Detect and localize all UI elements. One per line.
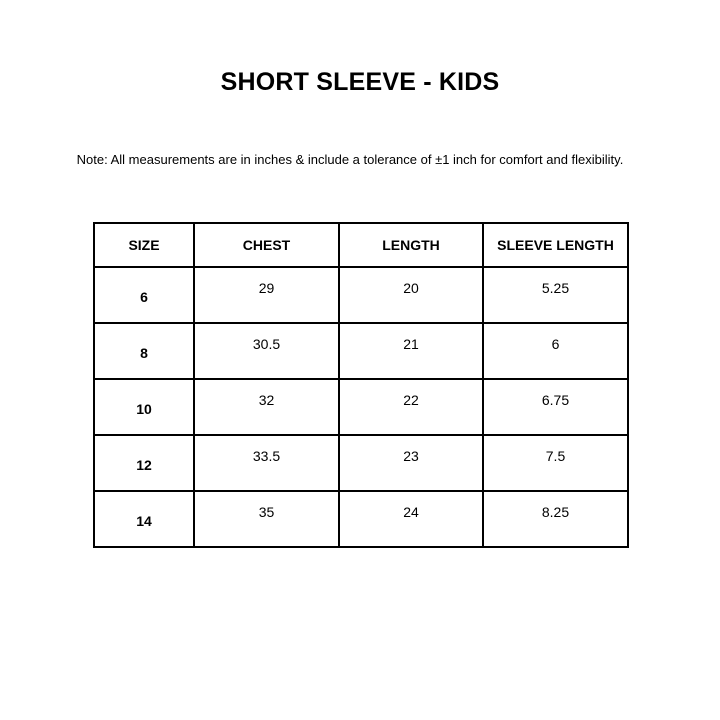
chest-cell: 32: [194, 379, 339, 435]
length-cell: 24: [339, 491, 483, 547]
chest-cell: 35: [194, 491, 339, 547]
length-cell: 22: [339, 379, 483, 435]
sleeve-length-cell: 6.75: [483, 379, 628, 435]
measurement-note: Note: All measurements are in inches & include a tolerance of ±1 inch for comfort and flexibility.: [76, 152, 624, 167]
length-cell: 21: [339, 323, 483, 379]
sleeve-length-cell: 7.5: [483, 435, 628, 491]
header-sleeve-length: SLEEVE LENGTH: [483, 223, 628, 267]
size-cell: 6: [94, 267, 194, 323]
table-header-row: [94, 223, 628, 267]
size-cell: 12: [94, 435, 194, 491]
table-row: [94, 435, 628, 491]
sleeve-length-cell: 6: [483, 323, 628, 379]
table-row: [94, 491, 628, 547]
table-row: [94, 267, 628, 323]
size-chart-table: [93, 222, 629, 548]
length-cell: 20: [339, 267, 483, 323]
table-row: [94, 323, 628, 379]
chest-cell: 29: [194, 267, 339, 323]
size-cell: 14: [94, 491, 194, 547]
table-row: [94, 379, 628, 435]
page-title: SHORT SLEEVE - KIDS: [220, 68, 500, 96]
sleeve-length-cell: 5.25: [483, 267, 628, 323]
header-length: LENGTH: [339, 223, 483, 267]
header-size: SIZE: [94, 223, 194, 267]
sleeve-length-cell: 8.25: [483, 491, 628, 547]
length-cell: 23: [339, 435, 483, 491]
chest-cell: 33.5: [194, 435, 339, 491]
header-chest: CHEST: [194, 223, 339, 267]
chest-cell: 30.5: [194, 323, 339, 379]
size-cell: 10: [94, 379, 194, 435]
size-cell: 8: [94, 323, 194, 379]
